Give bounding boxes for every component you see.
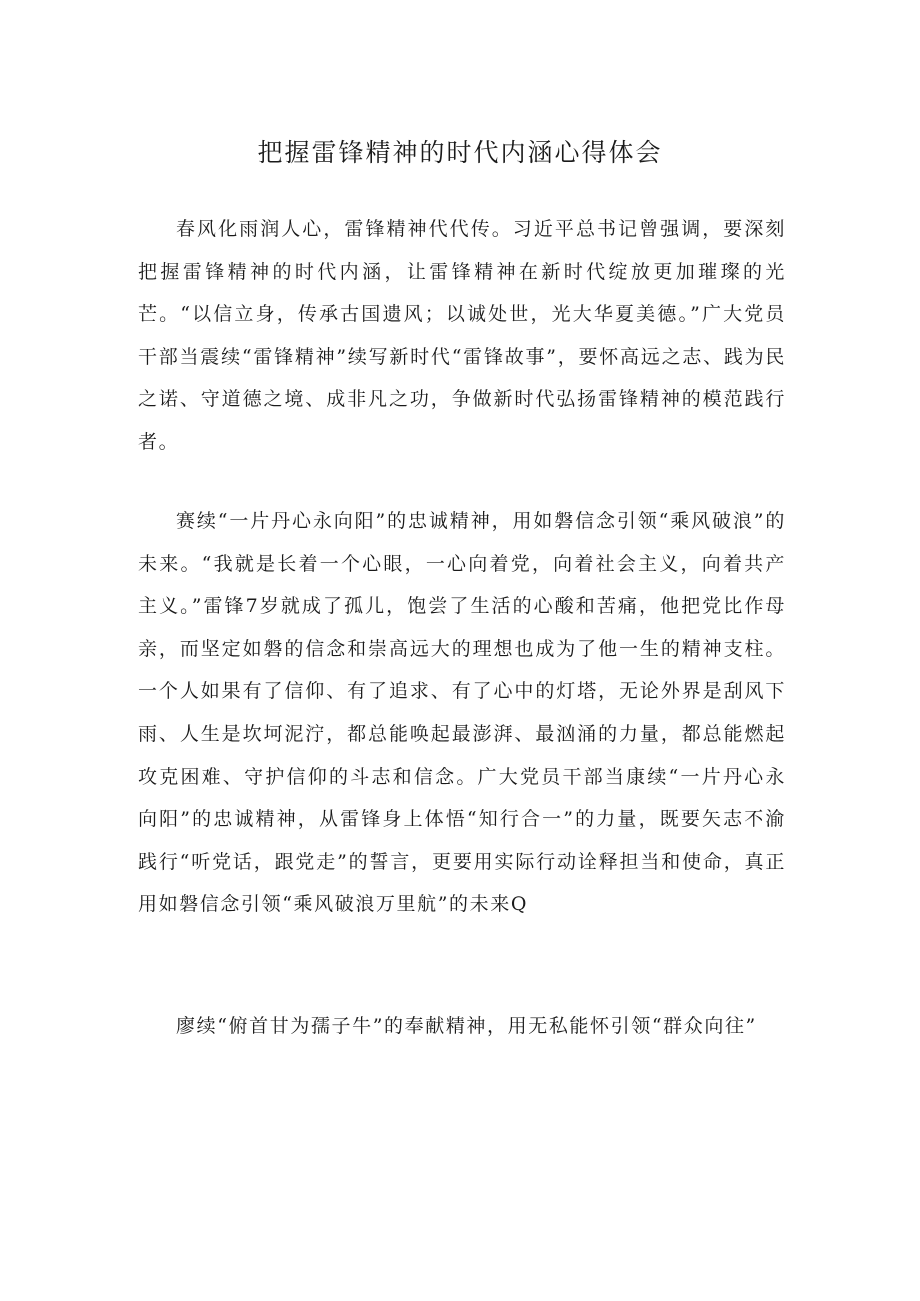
document-title: 把握雷锋精神的时代内涵心得体会 [257, 138, 663, 167]
paragraph-3: 廖续“俯首甘为孺子牛”的奉献精神，用无私能怀引领“群众向往” [176, 1015, 757, 1037]
paragraph-2: 赛续“一片丹心永向阳”的忠诚精神，用如磐信念引领“乘风破浪”的未来。“我就是长着一个心眼，一心向着党，向着社会主义，向着共产主义。”雷锋7岁就成了孤儿，饱尝了生活的心酸和苦痛，他把党比作母亲，而坚定如磐的信念和崇高远大的理想也成为了他一生的精神支柱。一个人如果有了信仰、有了追求、有了心中的灯塔，无论外界是刮风下雨、人生是坎坷泥泞，都总能唤起最澎湃、最汹涌的力量，都总能燃起攻克困难、守护信仰的斗志和信念。广大党员干部当康续“一片丹心永向阳”的忠诚精神，从雷锋身上体悟“知行合一”的力量，既要矢志不渝践行“听党话，跟党走”的誓言，更要用实际行动诠释担当和使命，真正用如磐信念引领“乘风破浪万里航”的未来Q [138, 510, 786, 916]
paragraph-1: 春风化雨润人心，雷锋精神代代传。习近平总书记曾强调，要深刻把握雷锋精神的时代内涵，让雷锋精神在新时代绽放更加璀璨的光芒。“以信立身，传承古国遗风；以诚处世，光大华夏美德。”广大党员干部当震续“雷锋精神”续写新时代“雷锋故事”，要怀高远之志、践为民之诺、守道德之境、成非凡之功，争做新时代弘扬雷锋精神的模范践行者。 [138, 218, 786, 453]
